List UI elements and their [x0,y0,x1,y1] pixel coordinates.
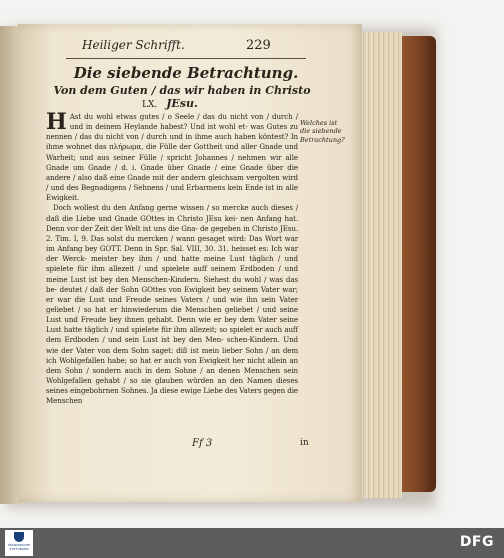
book-page [18,24,362,502]
library-logo-caption: FRANCKESCHE STIFTUNGEN [7,543,31,551]
signature-mark: Ff 3 [192,438,213,449]
catchword: in [300,438,309,448]
paragraph-2 [46,203,298,406]
running-head: Heiliger Schrifft. [82,38,185,52]
header-rule [66,58,306,59]
section-title: Die siebende Betrachtung. [73,64,299,82]
page-number: 229 [246,38,271,53]
paragraph-1 [46,109,298,203]
margin-note: Welches ist die siebende Betrachtung? [300,119,345,144]
body-text [46,109,298,407]
drop-cap: H [46,109,67,135]
viewer-footer [0,528,504,558]
dfg-logo[interactable]: DFG [459,534,494,550]
shield-icon [14,532,24,542]
paragraph-text: Doch wollest du den Anfang gerne wissen / so mercke auch dieses / daß die Liebe und Gnade GOttes in Christo JEsu kei- nen Anfang hat. Denn vor der Zeit der Welt ist uns die Gna- de gegeben in Christo JEsu. 2. Tim. I, 9. Das solst du mercken / wann gesaget wird: Das Wort war im Anfang bey GOTT. Denn in Spr. Sal. VIII, 30. 31. heisset es: Ich war der Werck- meister bey ihm / und hatte meine Lust täglich / und spielete für ihm allezeit / und spielete auff seinem Erdboden / und meine Lust ist bey den Menschen-Kindern. Siehest du wohl / was das be- deutet / daß der Sohn GOttes von Ewigkeit bey seinem Vater war; er war die Lust und Freude seines Vaters / und wie ihn sein Vater geliebet / so hat er hinwiederum die Menschen geliebet / und seine Lust und Freude bey ihnen gehabt. Denn wie er bey dem Vater seine Lust hatte täglich / und spielete für ihm allezeit; so spielet er auch auff dem Erdboden / und sein Lust ist bey den Men- schen-Kindern. Und wie der Vater von dem Sohn saget: diß ist mein lieber Sohn / an dem ich Wohlgefallen habe; so hat er auch von Ewigkeit her nicht allein an dem Sohn / sondern auch in dem Sohne / an denen Menschen sein Wohlgefallen gehabt / so sie glauben würden an den Namen dieses seines eingebohrnen Sohnes. Ja diese ewige Liebe des Vaters gegen die Menschen [46,203,298,406]
chapter-label: LX. [142,100,158,110]
subtitle: Von dem Guten / das wir haben in Christo JEsu. [53,84,311,110]
paragraph-text: Ast du wohl etwas gutes / o Seele / das du nicht von / durch / und in deinem Heylande habest? Und ist wohl et- was Gutes zu nennen / das du nicht von / durch und in ihme auch haben köntest? In ihme wohnet das πλήρωμα, die Fülle der Gottheit und aller Gnade und Warheit; und aus seiner Fülle / spricht Johannes / nehmen wir alle Gnade um Gnade / d. i. Gnade über Gnade / eine Gnade über die andere / also daß eine Gnade mit der andern gleichsam vergolten wird / und des Begnadigens / Sehnens / und Erbarmens kein Ende ist in alle Ewigkeit. [46,112,298,203]
library-logo[interactable] [5,530,33,556]
page-edges [356,32,402,498]
